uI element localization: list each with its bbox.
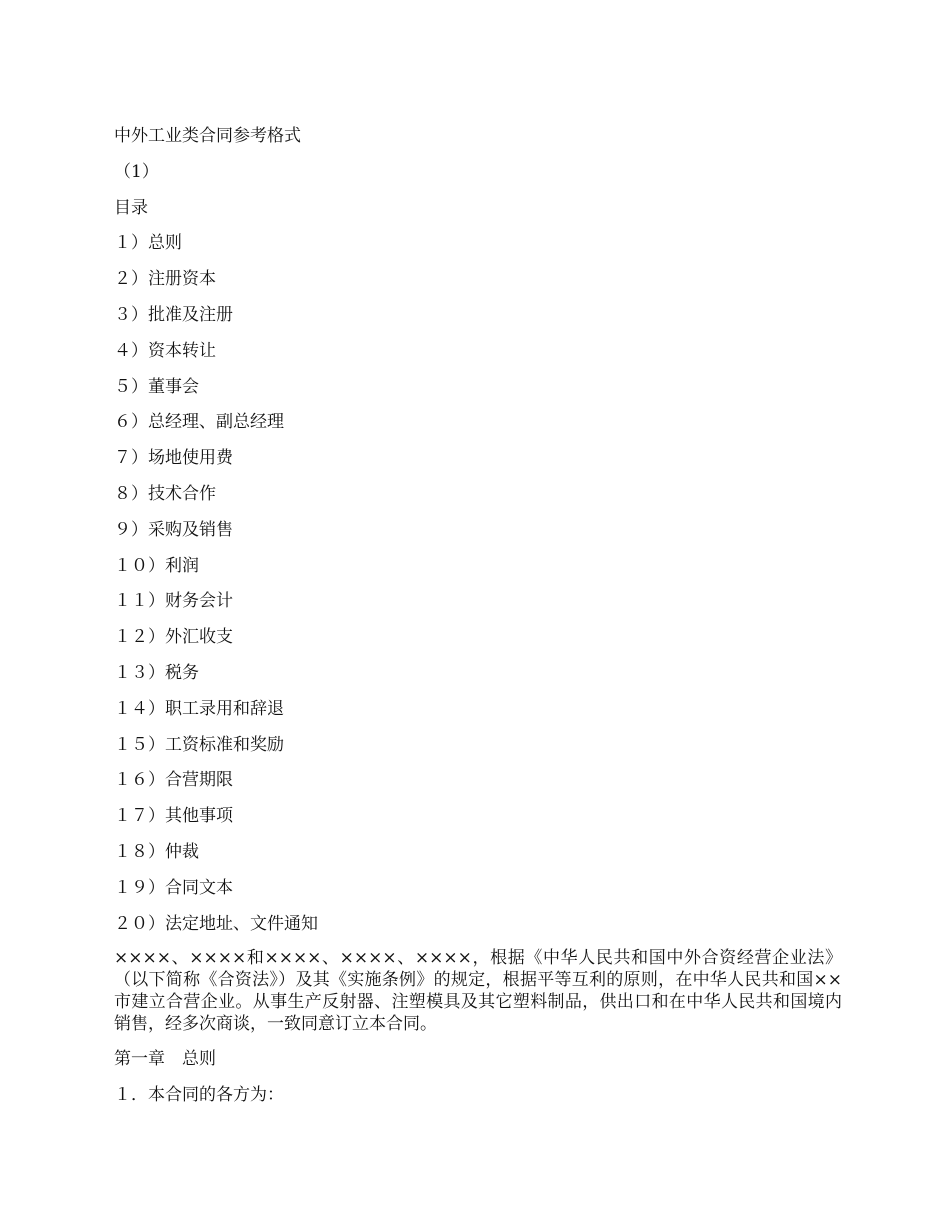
toc-item: ２）注册资本 bbox=[114, 269, 216, 290]
toc-item: １０）利润 bbox=[114, 555, 199, 576]
toc-item: １２）外汇收支 bbox=[114, 627, 233, 648]
document-title: 中外工业类合同参考格式 bbox=[114, 126, 301, 146]
toc-item: ５）董事会 bbox=[114, 376, 199, 397]
toc-item: ６）总经理、副总经理 bbox=[114, 412, 284, 433]
toc-item: １７）其他事项 bbox=[114, 806, 233, 827]
toc-item: ７）场地使用费 bbox=[114, 448, 233, 469]
document-subtitle: （1） bbox=[114, 161, 159, 182]
preamble-paragraph: ××××、××××和××××、××××、××××，根据《中华人民共和国中外合资经营企业法》（以下简称《合资法》）及其《实施条例》的规定，根据平等互利的原则，在中华人民共和国××市建立合营企业。从事生产反射器、注塑模具及其它塑料制品，供出口和在中华人民共和国境内销售，经多次商谈，一致同意订立本合同。 bbox=[114, 948, 842, 1035]
toc-item: １６）合营期限 bbox=[114, 770, 233, 791]
toc-item: ２０）法定地址、文件通知 bbox=[114, 913, 318, 934]
toc-item: ４）资本转让 bbox=[114, 340, 216, 361]
toc-item: １）总则 bbox=[114, 233, 182, 254]
toc-item: ８）技术合作 bbox=[114, 483, 216, 504]
toc-item: １８）仲裁 bbox=[114, 841, 199, 862]
toc-item: １１）财务会计 bbox=[114, 591, 233, 612]
toc-item: １９）合同文本 bbox=[114, 877, 233, 898]
toc-item: ９）采购及销售 bbox=[114, 519, 233, 540]
toc-item: １４）职工录用和辞退 bbox=[114, 698, 284, 719]
toc-item: １３）税务 bbox=[114, 662, 199, 683]
table-of-contents bbox=[114, 231, 844, 935]
toc-heading: 目录 bbox=[114, 197, 148, 218]
clause-text: １．本合同的各方为： bbox=[114, 1085, 284, 1106]
chapter-heading: 第一章 总则 bbox=[114, 1049, 216, 1070]
toc-item: ３）批准及注册 bbox=[114, 304, 233, 325]
document-body bbox=[114, 124, 844, 1119]
toc-item: １５）工资标准和奖励 bbox=[114, 734, 284, 755]
